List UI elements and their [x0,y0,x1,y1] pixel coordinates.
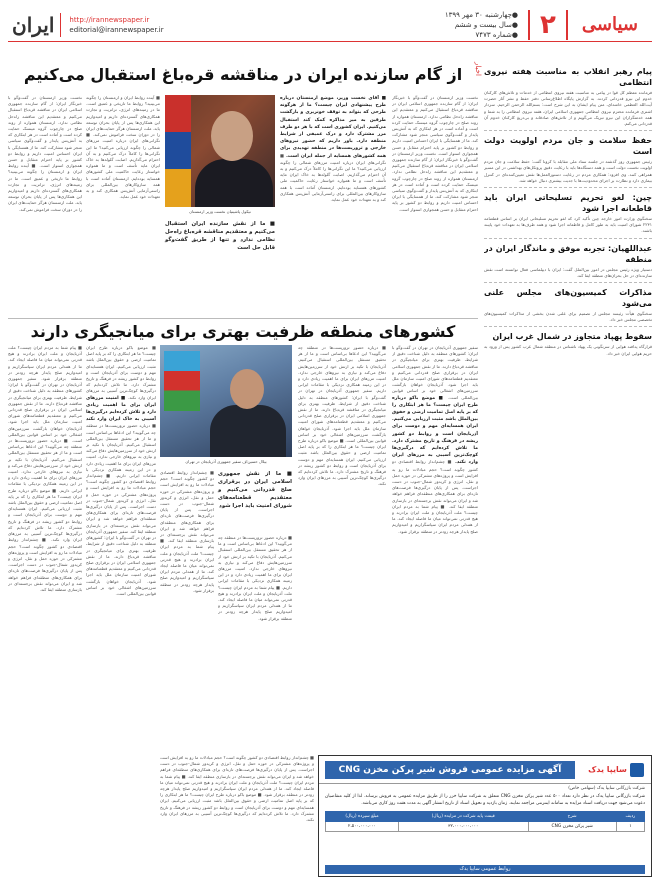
article1-text: نخست وزیر ارمنستان در گفت‌وگو با خبرنگار ایران: از گام سازنده جمهوری اسلامی ایران در مناقشه قره‌باغ استقبال می‌کنیم و معتقدیم این مناقشه راه‌حل نظامی ندارد. ارمنستان همواره از روند صلح در چارچوب گروه مینسک حمایت کرده است و آماده است در هر ابتکاری که به آتش‌بس پایدار و گفت‌وگوی سیاسی منجر شود مشارکت کند. ما از همسایگی با ایران احساس امنیت داریم و روابط دو کشور بر پایه احترام متقابل و حسن همجواری استوار است. [392,95,478,156]
article2-text: ■ درباره حضور تروریست‌ها در منطقه چه می‌گویید؟ این ادعاها بی‌اساس است و ما از هر تحقیق مستقل بین‌المللی استقبال می‌کنیم. آذربایجان با تکیه بر ارتش خود از سرزمین‌هایش دفاع می‌کند و نیازی به نیروهای خارجی ندارد. امنیت مرزهای ایران برای ما اهمیت زیادی دارد و در این زمینه همکاری نزدیکی با مقامات ایرانی داریم. [8,438,82,493]
news-body: فرمانده معظم کل قوا در پیامی به مناسبت هفته نیروی انتظامی از خدمات و تلاش‌های کارکنان خدوم این نیرو قدردانی کردند. به گزارش پایگاه اطلاع‌رسانی دفتر حفظ و نشر آثار حضرت آیت‌الله العظمی خامنه‌ای، متن پیام ایشان به این شرح است: بسم‌الله الرحمن الرحیم. سردار اشتری فرمانده محترم نیروی انتظامی جمهوری اسلامی ایران، هفته نیروی انتظامی را به شما و همه خدمتگزاران این نیرو تبریک می‌گویم و از تلاش‌های صادقانه و بی‌دریغ کارکنان خدوم آن قدردانی می‌کنم. [484,90,652,127]
article1-text: ■ آینده روابط ایران و ارمنستان را چگونه می‌بینید؟ روابط ما تاریخی و عمیق است. ما در زمینه‌های انرژی، ترانزیت و تجارت همکاری‌های گسترده‌ای داریم و امیدواریم این همکاری‌ها پس از پایان بحران توسعه یابد. ملت ارمنستان هرگز حمایت‌های ایران را در دوران سخت فراموش نمی‌کند. [8,163,82,212]
advertisement [318,755,652,877]
page-number: ۲ [528,10,568,40]
ad-header [319,756,651,784]
article2-column [160,755,314,877]
article2-column [160,470,214,750]
article2-text: ■ چشم‌انداز روابط اقتصادی دو کشور چگونه است؟ حجم مبادلات ما رو به افزایش است و پروژه‌های مشترکی در حوزه حمل و نقل، انرژی و کریدور شمال-جنوب در دست اجراست. پس از پایان درگیری‌ها فرصت‌های تازه‌ای برای همکاری‌های منطقه‌ای فراهم خواهد شد و ایران می‌تواند نقش برجسته‌ای در بازسازی منطقه ایفا کند. [86,473,156,534]
article2-text: ■ پیام شما به مردم ایران چیست؟ ملت آذربایجان و ملت ایران برادرند و هیچ قدرتی نمی‌تواند میان ما فاصله ایجاد کند. ما از همدلی مردم ایران سپاسگزاریم و امیدواریم صلح پایدار هرچه زودتر در منطقه برقرار شود. [8,345,82,382]
ad-table-header: شرح [528,812,616,822]
article2-column [298,345,386,750]
issue-date: ●چهارشنبه ۳۰ مهر ۱۳۹۹ [444,10,519,19]
article2-question: ■ موضع باکو درباره طرح ایران چیست؟ ما هر ابتکاری را که بر پایه اصل تمامیت ارضی و حقوق بین‌الملل باشد مثبت ارزیابی می‌کنیم. ایران همسایه‌ای مهم و دوست برای آذربایجان است و روابط دو کشور ریشه در فرهنگ و تاریخ مشترک دارد. ما تلاش کرده‌ایم که درگیری‌ها کوچک‌ترین آسیبی به مرزهای ایران وارد نکند. [392,395,478,466]
article2-headline: کشورهای منطقه ظرفیت بهتری برای میانجیگری دارند [30,322,456,341]
news-divider [484,130,652,131]
ad-table-cell: ۲،۵۰۰،۰۰۰،۰۰۰ [326,822,399,832]
article1-pullquote: ■ ما از نقش سازنده ایران استقبال می‌کنیم و معتقدیم مناقشه قره‌باغ راه‌حل نظامی ندارد و تنها از طریق گفت‌وگو قابل حل است [165,221,275,251]
ad-logo [581,763,651,777]
person-head [230,369,264,409]
article2-text: ■ چشم‌انداز روابط اقتصادی دو کشور چگونه است؟ حجم مبادلات ما رو به افزایش است و پروژه‌های مشترکی در حوزه حمل و نقل، انرژی و کریدور شمال-جنوب در دست اجراست. پس از پایان درگیری‌ها فرصت‌های تازه‌ای برای همکاری‌های منطقه‌ای فراهم خواهد شد و ایران می‌تواند نقش برجسته‌ای در بازسازی منطقه ایفا کند. [160,755,314,779]
article1-headline: از گام سازنده ایران در مناقشه قره‌باغ استقبال می‌کنیم [23,65,463,84]
article2-column [218,535,292,750]
article2-text: ■ موضع باکو درباره طرح ایران چیست؟ ما هر ابتکاری را که بر پایه اصل تمامیت ارضی و حقوق بین‌الملل باشد مثبت ارزیابی می‌کنیم. ایران همسایه‌ای مهم و دوست برای آذربایجان است و روابط دو کشور ریشه در فرهنگ و تاریخ مشترک دارد. ما تلاش کرده‌ایم که درگیری‌ها کوچک‌ترین آسیبی به مرزهای ایران وارد نکند. [298,438,386,487]
article2-column [8,345,82,875]
news-body: رئیس جمهوری روز گذشته در جلسه ستاد ملی مقابله با کرونا گفت: حفظ سلامت و جان مردم اولویت نخست دولت است و همه دستگاه‌ها باید با رعایت دقیق پروتکل‌های بهداشتی در این مسیر همراهی کنند. وی افزود: همکاری مردم در رعایت دستورالعمل‌ها نقش تعیین‌کننده‌ای در کنترل بیماری دارد و نظارت بر اجرای محدودیت‌ها با جدیت بیشتری دنبال خواهد شد. [484,159,652,183]
article2-text: ■ موضع باکو درباره طرح ایران چیست؟ ما هر ابتکاری را که بر پایه اصل تمامیت ارضی و حقوق بین‌الملل باشد مثبت ارزیابی می‌کنیم. ایران همسایه‌ای مهم و دوست برای آذربایجان است و روابط دو کشور ریشه در فرهنگ و تاریخ مشترک دارد. ما تلاش کرده‌ایم که درگیری‌ها کوچک‌ترین آسیبی به مرزهای ایران وارد نکند. [8,487,82,543]
armenia-flag [165,95,191,207]
ad-table-header: ردیف [616,812,644,822]
article1-column [392,95,478,317]
ad-table-cell: ۱ [616,822,644,832]
issue-number: ●شماره ۷۴۷۳ [475,30,519,39]
article1-photo [165,95,275,207]
ad-table-cell: شیر پرکن مخزن CNG [528,822,616,832]
news-body: سخنگوی هیأت رئیسه مجلس از تصمیم برای علنی شدن بخشی از مذاکرات کمیسیون‌های تخصصی مجلس خبر داد. [484,311,652,323]
ad-banner: آگهی مزایده عمومی فروش شیر پرکن مخزن CNG [325,761,575,779]
contact-info [61,15,171,35]
person-head [211,111,253,161]
article2-text: سفیر جمهوری آذربایجان در تهران در گفت‌وگو با ایران: کشورهای منطقه به دلیل شناخت دقیق از شرایط، ظرفیت بهتری برای میانجیگری در مناقشه قره‌باغ دارند. ما از نقش جمهوری اسلامی ایران در برقراری صلح قدردانی می‌کنیم و معتقدیم قطعنامه‌های شورای امنیت سازمان ملل باید اجرا شود. آذربایجان خواهان بازگشت سرزمین‌های اشغالی خود بر اساس قوانین بین‌المللی است. [86,528,156,596]
news-headline: پیام رهبر انقلاب به مناسبت هفته نیروی انتظامی [484,67,652,87]
news-divider [484,326,652,327]
news-body: دستیار ویژه رئیس مجلس در امور بین‌الملل گفت: ایران با دیپلماسی فعال توانسته است نقش سازنده‌ای در حل بحران‌های منطقه ایفا کند. [484,266,652,278]
article2-text: ■ پیام شما به مردم ایران چیست؟ ملت آذربایجان و ملت ایران برادرند و هیچ قدرتی نمی‌تواند میان ما فاصله ایجاد کند. ما از همدلی مردم ایران سپاسگزاریم و امیدواریم صلح پایدار هرچه زودتر در منطقه برقرار شود. [160,538,214,593]
news-divider [484,187,652,188]
article2-column [392,345,478,750]
article1-column [8,95,82,317]
news-headline: سقوط پهپاد متجاوز در شمال غرب ایران [492,332,652,342]
masthead [8,8,652,42]
ad-table-header-row [326,812,645,822]
article1-column [280,95,386,317]
news-headline: عبداللهیان: تجربه موفق و ماندگار ایران در منطقه [484,243,652,264]
article2-photo-caption: بیلال حسین‌اف سفیر جمهوری آذربایجان در تهران [185,459,267,464]
article2-text: ■ چشم‌انداز روابط اقتصادی دو کشور چگونه است؟ حجم مبادلات ما رو به افزایش است و پروژه‌های مشترکی در حوزه حمل و نقل، انرژی و کریدور شمال-جنوب در دست اجراست. پس از پایان درگیری‌ها فرصت‌های تازه‌ای برای همکاری‌های منطقه‌ای فراهم خواهد شد و ایران می‌تواند نقش برجسته‌ای در بازسازی منطقه ایفا کند. [392,459,478,509]
article2-text: ■ پیام شما به مردم ایران چیست؟ ملت آذربایجان و ملت ایران برادرند و هیچ قدرتی نمی‌تواند میان ما فاصله ایجاد کند. ما از همدلی مردم ایران سپاسگزاریم و امیدواریم صلح پایدار هرچه زودتر در منطقه برقرار شود. [160,773,314,798]
news-headline: مذاکرات کمیسیون‌های مجلس علنی می‌شود [484,288,652,309]
article2-text: ■ درباره حضور تروریست‌ها در منطقه چه می‌گویید؟ این ادعاها بی‌اساس است و ما از هر تحقیق مستقل بین‌المللی استقبال می‌کنیم. آذربایجان با تکیه بر ارتش خود از سرزمین‌هایش دفاع می‌کند و نیازی به نیروهای خارجی ندارد. امنیت مرزهای ایران برای ما اهمیت زیادی دارد و در این زمینه همکاری نزدیکی با مقامات ایرانی داریم. [298,345,386,394]
article2-text: ■ چشم‌انداز روابط اقتصادی دو کشور چگونه است؟ حجم مبادلات ما رو به افزایش است و پروژه‌های مشترکی در حوزه حمل و نقل، انرژی و کریدور شمال-جنوب در دست اجراست. پس از پایان درگیری‌ها فرصت‌های تازه‌ای برای همکاری‌های منطقه‌ای فراهم خواهد شد و ایران می‌تواند نقش برجسته‌ای در بازسازی منطقه ایفا کند. [8,537,82,592]
ad-footer: روابط عمومی سایپا یدک [325,865,645,874]
article2-text: ■ درباره حضور تروریست‌ها در منطقه چه می‌گویید؟ این ادعاها بی‌اساس است و ما از هر تحقیق مستقل بین‌المللی استقبال می‌کنیم. آذربایجان با تکیه بر ارتش خود از سرزمین‌هایش دفاع می‌کند و نیازی به نیروهای خارجی ندارد. امنیت مرزهای ایران برای ما اهمیت زیادی دارد و در این زمینه همکاری نزدیکی با مقامات ایرانی داریم. [86,423,156,479]
ad-logo-text: سایپا یدک [588,765,627,774]
article2-text: ■ چشم‌انداز روابط اقتصادی دو کشور چگونه است؟ حجم مبادلات ما رو به افزایش است و پروژه‌های مشترکی در حوزه حمل و نقل، انرژی و کریدور شمال-جنوب در دست اجراست. پس از پایان درگیری‌ها فرصت‌های تازه‌ای برای همکاری‌های منطقه‌ای فراهم خواهد شد و ایران می‌تواند نقش برجسته‌ای در بازسازی منطقه ایفا کند. [160,470,214,544]
saipa-logo-icon [630,763,644,777]
article2-pullquote-inline: ■ امنیت مرزهای ایران برای ما اهمیت زیادی دارد و تلاش کرده‌ایم درگیری‌ها آسیبی به خاک ایران وارد نکند [86,395,156,423]
article1-column [86,95,160,317]
article2-text: ■ پیام شما به مردم ایران چیست؟ ملت آذربایجان و ملت ایران برادرند و هیچ قدرتی نمی‌تواند میان ما فاصله ایجاد کند. ما از همدلی مردم ایران سپاسگزاریم و امیدواریم صلح پایدار هرچه زودتر در منطقه برقرار شود. [218,584,292,621]
ad-table [325,811,645,832]
article2-text: سفیر جمهوری آذربایجان در تهران در گفت‌وگو با ایران: کشورهای منطقه به دلیل شناخت دقیق از شرایط، ظرفیت بهتری برای میانجیگری در مناقشه قره‌باغ دارند. ما از نقش جمهوری اسلامی ایران در برقراری صلح قدردانی می‌کنیم و معتقدیم قطعنامه‌های شورای امنیت سازمان ملل باید اجرا شود. آذربایجان خواهان بازگشت سرزمین‌های اشغالی خود بر اساس قوانین بین‌المللی است. [8,376,82,444]
section-title: سیاسی [581,14,638,35]
website-link[interactable]: http://irannewspaper.ir [69,15,150,24]
article1-text: نخست وزیر ارمنستان در گفت‌وگو با خبرنگار ایران: از گام سازنده جمهوری اسلامی ایران در مناقشه قره‌باغ استقبال می‌کنیم و معتقدیم این مناقشه راه‌حل نظامی ندارد. ارمنستان همواره از روند صلح در چارچوب گروه مینسک حمایت کرده است و آماده است در هر ابتکاری که به آتش‌بس پایدار و گفت‌وگوی سیاسی منجر شود مشارکت کند. ما از همسایگی با ایران احساس امنیت داریم و روابط دو کشور بر پایه احترام متقابل و حسن همجواری استوار است. [392,150,478,212]
article1-text: ■ آینده روابط ایران و ارمنستان را چگونه می‌بینید؟ روابط ما تاریخی و عمیق است. ما در زمینه‌های انرژی، ترانزیت و تجارت همکاری‌های گسترده‌ای داریم و امیدواریم این همکاری‌ها پس از پایان بحران توسعه یابد. ملت ارمنستان هرگز حمایت‌های ایران را در دوران سخت فراموش نمی‌کند. [86,95,160,138]
ad-subline: شرکت بازرگانی سایپا یدک (سهامی خاص) [568,786,645,791]
news-column-label: اخبار [474,62,482,76]
news-column [484,62,652,745]
article-divider [8,318,478,319]
article2-column [86,345,156,875]
article2-text: ■ موضع باکو درباره طرح ایران چیست؟ ما هر ابتکاری را که بر پایه اصل تمامیت ارضی و حقوق بین‌الملل باشد مثبت ارزیابی می‌کنیم. ایران همسایه‌ای مهم و دوست برای آذربایجان است و روابط دو کشور ریشه در فرهنگ و تاریخ مشترک دارد. ما تلاش کرده‌ایم که درگیری‌ها کوچک‌ترین آسیبی به مرزهای ایران وارد نکند. [160,792,314,823]
article1-text: ■ نگرانی‌های ایران درباره امنیت مرزهای شمالی را چگونه ارزیابی می‌کنید؟ ما این نگرانی‌ها را کاملاً درک می‌کنیم و به آن احترام می‌گذاریم. اصابت گلوله‌ها به خاک ایران مایه تأسف است و ما همواره خواستار رعایت حاکمیت ملی کشورهای همسایه بوده‌ایم. ارمنستان آماده است با همه سازوکارهای بین‌المللی برای راستی‌آزمایی آتش‌بس همکاری کند و به تعهدات خود عمل نماید. [86,132,160,200]
issue-meta [435,10,528,40]
article2-photo [160,345,292,457]
news-body: سخنگوی وزارت امور خارجه چین تأکید کرد که لغو تحریم تسلیحاتی ایران بر اساس قطعنامه ۲۲۳۱ شورای امنیت باید به طور کامل و قاطعانه اجرا شود و همه طرف‌ها به تعهدات خود پایبند باشند. [484,216,652,234]
article2-text: ■ موضع باکو درباره طرح ایران چیست؟ ما هر ابتکاری را که بر پایه اصل تمامیت ارضی و حقوق بین‌الملل باشد مثبت ارزیابی می‌کنیم. ایران همسایه‌ای مهم و دوست برای آذربایجان است و روابط دو کشور ریشه در فرهنگ و تاریخ مشترک دارد. ما تلاش کرده‌ایم که درگیری‌ها کوچک‌ترین آسیبی به مرزهای ایران وارد نکند. [86,345,156,400]
newspaper-logo: ایران [8,13,61,37]
ad-table-header: قیمت پایه شرکت در مزایده (ریال) [398,812,528,822]
person-suit [195,159,273,207]
article2-pullquote: ■ ما از نقش جمهوری اسلامی ایران در برقراری صلح قدردانی می‌کنیم و معتقدیم قطعنامه‌های شورای امنیت باید اجرا شود [218,471,292,509]
news-body: قرارگاه پدافند هوایی از سرنگونی یک پهپاد ناشناس در منطقه شمال غرب کشور پس از ورود به حریم هوایی ایران خبر داد. [484,344,652,356]
person-suit [210,405,286,457]
article1-text: ■ نگرانی‌های ایران درباره امنیت مرزهای شمالی را چگونه ارزیابی می‌کنید؟ ما این نگرانی‌ها را کاملاً درک می‌کنیم و به آن احترام می‌گذاریم. اصابت گلوله‌ها به خاک ایران مایه تأسف است و ما همواره خواستار رعایت حاکمیت ملی کشورهای همسایه بوده‌ایم. ارمنستان آماده است با همه سازوکارهای بین‌المللی برای راستی‌آزمایی آتش‌بس همکاری کند و به تعهدات خود عمل نماید. [280,152,386,203]
azerbaijan-flag [164,351,200,411]
article2-text: سفیر جمهوری آذربایجان در تهران در گفت‌وگو با ایران: کشورهای منطقه به دلیل شناخت دقیق از شرایط، ظرفیت بهتری برای میانجیگری در مناقشه قره‌باغ دارند. ما از نقش جمهوری اسلامی ایران در برقراری صلح قدردانی می‌کنیم و معتقدیم قطعنامه‌های شورای امنیت سازمان ملل باید اجرا شود. آذربایجان خواهان بازگشت سرزمین‌های اشغالی خود بر اساس قوانین بین‌المللی است. [392,345,478,400]
table-row [326,822,645,832]
news-headline: چین: لغو تحریم تسلیحاتی ایران باید قاطعانه اجرا شود [484,193,652,214]
article1-photo-caption: نیکول پاشینیان نخست وزیر ارمنستان [189,209,251,214]
article1-question: ■ آقای نخست وزیر، موضع ارمنستان درباره طرح پیشنهادی ایران چیست؟ ما از هرگونه طرحی که بتواند به توقف خونریزی و بازگشت طرفین به میز مذاکره کمک کند استقبال می‌کنیم. ایران کشوری است که با هر دو طرف مرز مشترک دارد و درک عمیقی از شرایط منطقه دارد. باور داریم که حضور نیروهای خارجی و تروریست‌ها در منطقه تهدیدی برای همه کشورهای همسایه از جمله ایران است. [280,96,386,159]
news-headline: حفظ سلامت و جان مردم اولویت دولت است [484,136,652,157]
article1-text: نخست وزیر ارمنستان در گفت‌وگو با خبرنگار ایران: از گام سازنده جمهوری اسلامی ایران در مناقشه قره‌باغ استقبال می‌کنیم و معتقدیم این مناقشه راه‌حل نظامی ندارد. ارمنستان همواره از روند صلح در چارچوب گروه مینسک حمایت کرده است و آماده است در هر ابتکاری که به آتش‌بس پایدار و گفت‌وگوی سیاسی منجر شود مشارکت کند. ما از همسایگی با ایران احساس امنیت داریم و روابط دو کشور بر پایه احترام متقابل و حسن همجواری استوار است. [8,95,82,169]
article2-text: سفیر جمهوری آذربایجان در تهران در گفت‌وگو با ایران: کشورهای منطقه به دلیل شناخت دقیق از شرایط، ظرفیت بهتری برای میانجیگری در مناقشه قره‌باغ دارند. ما از نقش جمهوری اسلامی ایران در برقراری صلح قدردانی می‌کنیم و معتقدیم قطعنامه‌های شورای امنیت سازمان ملل باید اجرا شود. آذربایجان خواهان بازگشت سرزمین‌های اشغالی خود بر اساس قوانین بین‌المللی است. [298,388,386,444]
ad-table-header: مبلغ سپرده (ریال) [326,812,399,822]
email-link[interactable]: editorial@irannewspaper.ir [69,25,164,34]
issue-year: ●سال بیست و ششم [454,20,519,29]
ad-table-cell: ۳۲،۰۰۰،۰۰۰،۰۰۰ [398,822,528,832]
news-divider [484,282,652,283]
news-divider [484,238,652,239]
article2-text: ■ درباره حضور تروریست‌ها در منطقه چه می‌گویید؟ این ادعاها بی‌اساس است و ما از هر تحقیق مستقل بین‌المللی استقبال می‌کنیم. آذربایجان با تکیه بر ارتش خود از سرزمین‌هایش دفاع می‌کند و نیازی به نیروهای خارجی ندارد. امنیت مرزهای ایران برای ما اهمیت زیادی دارد و در این زمینه همکاری نزدیکی با مقامات ایرانی داریم. [218,535,292,590]
article2-text: ■ پیام شما به مردم ایران چیست؟ ملت آذربایجان و ملت ایران برادرند و هیچ قدرتی نمی‌تواند میان ما فاصله ایجاد کند. ما از همدلی مردم ایران سپاسگزاریم و امیدواریم صلح پایدار هرچه زودتر در منطقه برقرار شود. [392,503,478,534]
ad-body: شرکت بازرگانی سایپا یدک در نظر دارد تعداد ۵۰۰ عدد شیر پرکن مخزن CNG متعلق به شرکت سایپا خزر را از طریق مزایده عمومی به فروش برساند. لذا از کلیه متقاضیان دعوت می‌شود جهت دریافت اسناد مزایده به سامانه اینترنتی مراجعه نمایند. زمان بازدید و تحویل اسناد از تاریخ انتشار آگهی به مدت هفت روز کاری می‌باشد. [325,794,645,806]
